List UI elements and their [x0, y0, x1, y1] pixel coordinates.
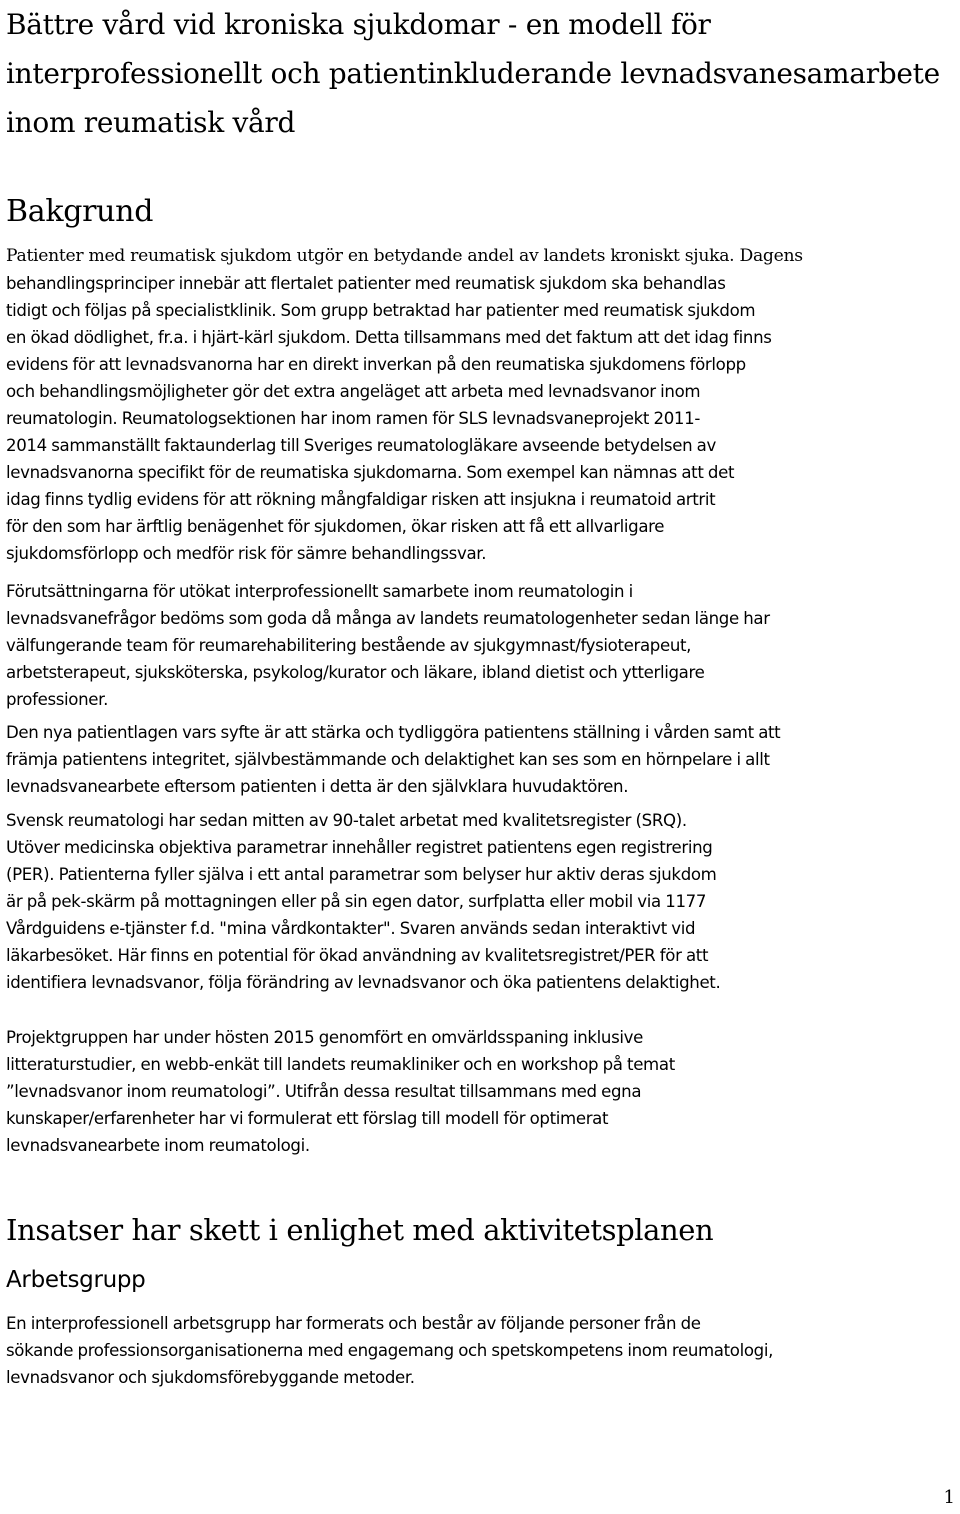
- text-line: Vårdguidens e-tjänster f.d. "mina vårdkontakter". Svaren används sedan interaktivt vid: [6, 919, 696, 938]
- text-line: tidigt och följas på specialistklinik. Som grupp betraktad har patienter med reumatisk sjukdom: [6, 301, 756, 320]
- text-line: En interprofessionell arbetsgrupp har formerats och består av följande personer från de: [6, 1314, 701, 1333]
- text-line: och behandlingsmöjligheter gör det extra angeläget att arbeta med levnadsvanor inom: [6, 382, 701, 401]
- paragraph-arbetsgrupp: [6, 1310, 960, 1391]
- text-line: levnadsvanorna specifikt för de reumatiska sjukdomarna. Som exempel kan nämnas att det: [6, 463, 735, 482]
- text-line: reumatologin. Reumatologsektionen har inom ramen för SLS levnadsvaneprojekt 2011-: [6, 409, 700, 428]
- text-line: kunskaper/erfarenheter har vi formulerat ett förslag till modell för optimerat: [6, 1109, 609, 1128]
- text-line: Projektgruppen har under hösten 2015 genomfört en omvärldsspaning inklusive: [6, 1028, 643, 1047]
- paragraph-bakgrund: [6, 270, 960, 567]
- heading-insatser: Insatser har skett i enlighet med aktivitetsplanen: [6, 1213, 714, 1247]
- text-line: sjukdomsförlopp och medför risk för sämre behandlingssvar.: [6, 544, 487, 563]
- paragraph-register: [6, 807, 960, 996]
- text-line: sökande professionsorganisationerna med engagemang och spetskompetens inom reumatologi,: [6, 1341, 774, 1360]
- text-line: är på pek-skärm på mottagningen eller på sin egen dator, surfplatta eller mobil via 1177: [6, 892, 707, 911]
- text-line: ”levnadsvanor inom reumatologi”. Utifrån dessa resultat tillsammans med egna: [6, 1082, 642, 1101]
- paragraph-patientlagen: [6, 719, 960, 800]
- text-line: Svensk reumatologi har sedan mitten av 90-talet arbetat med kvalitetsregister (SRQ).: [6, 811, 687, 830]
- text-line: levnadsvanor och sjukdomsförebyggande metoder.: [6, 1368, 415, 1387]
- bakgrund-intro-line: Patienter med reumatisk sjukdom utgör en betydande andel av landets kroniskt sjuka. Dagens: [6, 246, 803, 266]
- text-line: välfungerande team för reumarehabilitering bestående av sjukgymnast/fysioterapeut,: [6, 636, 692, 655]
- text-line: identifiera levnadsvanor, följa förändring av levnadsvanor och öka patientens delaktighet.: [6, 973, 721, 992]
- document-title: Bättre vård vid kroniska sjukdomar - en modell för interprofessionellt och patientinkluderande levnadsvanesamarbete inom reumatisk vård: [6, 8, 940, 139]
- text-line: behandlingsprinciper innebär att flertalet patienter med reumatisk sjukdom ska behandlas: [6, 274, 726, 293]
- text-line: främja patientens integritet, självbestämmande och delaktighet kan ses som en hörnpelare i allt: [6, 750, 770, 769]
- text-line: litteraturstudier, en webb-enkät till landets reumakliniker och en workshop på temat: [6, 1055, 675, 1074]
- text-line: en ökad dödlighet, fr.a. i hjärt-kärl sjukdom. Detta tillsammans med det faktum att det idag finns: [6, 328, 772, 347]
- text-line: 2014 sammanställt faktaunderlag till Sveriges reumatologläkare avseende betydelsen av: [6, 436, 716, 455]
- paragraph-projektgrupp: [6, 1024, 960, 1159]
- text-line: levnadsvanefrågor bedöms som goda då många av landets reumatologenheter sedan länge har: [6, 609, 770, 628]
- text-line: levnadsvanearbete eftersom patienten i detta är den självklara huvudaktören.: [6, 777, 629, 796]
- text-line: för den som har ärftlig benägenhet för sjukdomen, ökar risken att få ett allvarligare: [6, 517, 665, 536]
- text-line: idag finns tydlig evidens för att rökning mångfaldigar risken att insjukna i reumatoid artrit: [6, 490, 716, 509]
- paragraph-forutsattningar: [6, 578, 960, 713]
- text-line: läkarbesöket. Här finns en potential för ökad användning av kvalitetsregistret/PER för att: [6, 946, 709, 965]
- text-line: levnadsvanearbete inom reumatologi.: [6, 1136, 310, 1155]
- heading-arbetsgrupp: Arbetsgrupp: [6, 1267, 146, 1293]
- text-line: evidens för att levnadsvanorna har en direkt inverkan på den reumatiska sjukdomens förlopp: [6, 355, 746, 374]
- text-line: Förutsättningarna för utökat interprofessionellt samarbete inom reumatologin i: [6, 582, 633, 601]
- page-number: 1: [943, 1487, 955, 1508]
- text-line: Utöver medicinska objektiva parametrar innehåller registret patientens egen registrering: [6, 838, 713, 857]
- text-line: Den nya patientlagen vars syfte är att stärka och tydliggöra patientens ställning i vården samt att: [6, 723, 781, 742]
- text-line: arbetsterapeut, sjuksköterska, psykolog/kurator och läkare, ibland dietist och ytterligare: [6, 663, 705, 682]
- text-line: professioner.: [6, 690, 108, 709]
- heading-bakgrund: Bakgrund: [6, 194, 154, 229]
- text-line: (PER). Patienterna fyller själva i ett antal parametrar som belyser hur aktiv deras sjukdom: [6, 865, 717, 884]
